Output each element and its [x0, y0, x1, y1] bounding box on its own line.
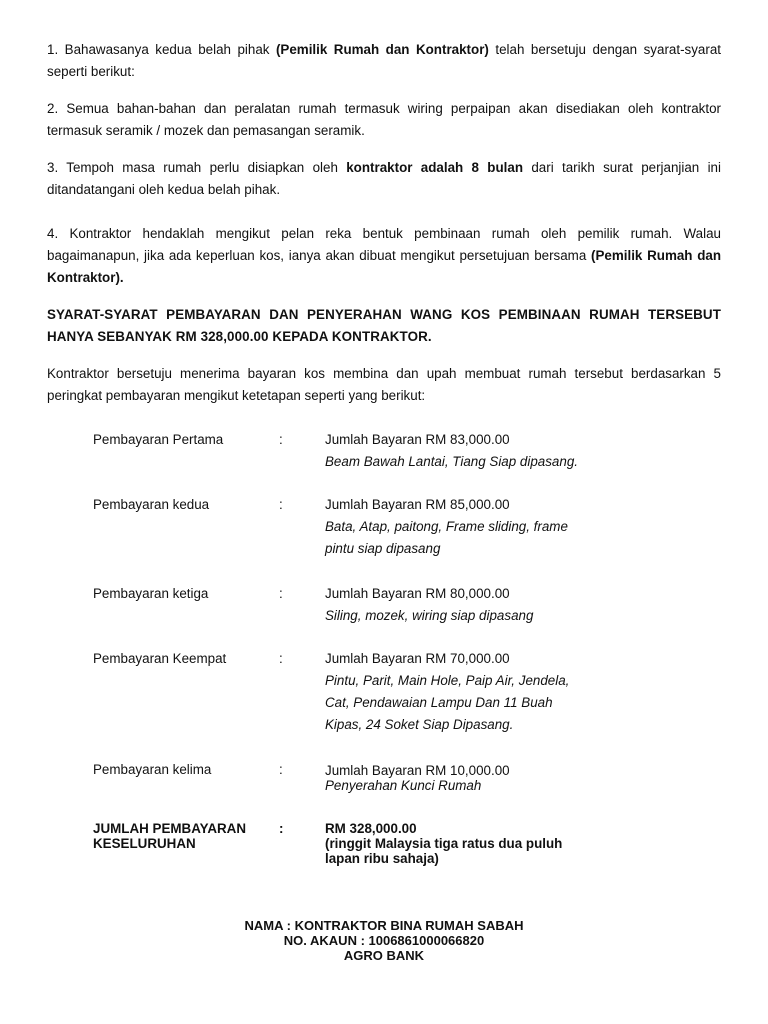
- payment-detail: [325, 648, 595, 736]
- paragraph-4-bold: (Pemilik Rumah dan Kontraktor).: [47, 248, 722, 285]
- total-detail: [325, 821, 595, 866]
- payment-description-line: Pintu, Parit, Main Hole, Paip Air, Jendela,: [325, 673, 570, 688]
- total-label-line: JUMLAH PEMBAYARAN: [93, 821, 247, 836]
- payment-description: Beam Bawah Lantai, Tiang Siap dipasang.: [325, 454, 578, 469]
- payment-label: Pembayaran Keempat: [93, 651, 227, 666]
- total-label-line: KESELURUHAN: [93, 836, 196, 851]
- paragraph-3-text: 3. Tempoh masa rumah perlu disiapkan oleh: [47, 160, 347, 175]
- bank-details: [0, 918, 768, 963]
- payment-label: Pembayaran ketiga: [93, 586, 209, 601]
- payment-amount: Jumlah Bayaran RM 85,000.00: [325, 497, 510, 512]
- payment-label: Pembayaran kedua: [93, 497, 210, 512]
- paragraph-1: [47, 39, 721, 83]
- paragraph-2: 2. Semua bahan-bahan dan peralatan rumah termasuk wiring perpaipan akan disediakan oleh kontraktor termasuk seramik / mozek dan pemasangan seramik.: [47, 101, 721, 138]
- payment-description: Siling, mozek, wiring siap dipasang: [325, 608, 534, 623]
- payment-amount: Jumlah Bayaran RM 83,000.00: [325, 432, 510, 447]
- payment-detail: [325, 763, 595, 793]
- payment-colon: :: [279, 586, 283, 601]
- payment-detail: [325, 494, 595, 560]
- paragraph-4-text: 4. Kontraktor hendaklah mengikut pelan reka bentuk pembinaan rumah oleh pemilik rumah. Walau bagaimanapun, jika ada keperluan kos, ianya akan dibuat mengikut persetujuan bersama: [47, 226, 721, 263]
- payment-label: Pembayaran kelima: [93, 762, 212, 777]
- payment-detail: [325, 429, 595, 473]
- total-amount-in-words-line: lapan ribu sahaja): [325, 851, 439, 866]
- paragraph-3-bold: kontraktor adalah 8 bulan: [346, 160, 524, 175]
- paragraph-4: [47, 223, 721, 289]
- total-amount-in-words-line: (ringgit Malaysia tiga ratus dua puluh: [325, 836, 563, 851]
- payment-colon: :: [279, 651, 283, 666]
- total-amount: RM 328,000.00: [325, 821, 417, 836]
- payment-description-line: Cat, Pendawaian Lampu Dan 11 Buah: [325, 695, 553, 710]
- payment-colon: :: [279, 497, 283, 512]
- paragraph-1-bold: (Pemilik Rumah dan Kontraktor): [275, 42, 489, 57]
- payment-amount: Jumlah Bayaran RM 10,000.00: [325, 763, 510, 778]
- paragraph-1-text: 1. Bahawasanya kedua belah pihak: [47, 42, 276, 57]
- payment-colon: :: [279, 432, 283, 447]
- total-colon: :: [279, 821, 284, 836]
- payment-amount: Jumlah Bayaran RM 80,000.00: [325, 586, 510, 601]
- payment-description-line: Bata, Atap, paitong, Frame sliding, frame: [325, 519, 568, 534]
- total-label: [93, 821, 273, 851]
- paragraph-3-text-end: dari tarikh surat perjanjian ini ditandatangani oleh kedua belah pihak.: [47, 160, 721, 197]
- payment-description: Penyerahan Kunci Rumah: [325, 778, 482, 793]
- account-name: NAMA : KONTRAKTOR BINA RUMAH SABAH: [244, 918, 524, 933]
- payment-label: Pembayaran Pertama: [93, 432, 224, 447]
- account-number: NO. AKAUN : 1006861000066820: [283, 933, 485, 948]
- payment-description-line: pintu siap dipasang: [325, 541, 441, 556]
- paragraph-3: [47, 157, 721, 201]
- payment-colon: :: [279, 762, 283, 777]
- payment-terms-heading: SYARAT-SYARAT PEMBAYARAN DAN PENYERAHAN WANG KOS PEMBINAAN RUMAH TERSEBUT HANYA SEBANYAK RM 328,000.00 KEPADA KONTRAKTOR.: [47, 307, 721, 344]
- paragraph-1-text-end: telah bersetuju dengan syarat-syarat seperti berikut:: [47, 42, 722, 79]
- payment-amount: Jumlah Bayaran RM 70,000.00: [325, 651, 510, 666]
- bank-name: AGRO BANK: [343, 948, 425, 963]
- payment-description-line: Kipas, 24 Soket Siap Dipasang.: [325, 717, 514, 732]
- payment-detail: [325, 583, 595, 627]
- paragraph-5: Kontraktor bersetuju menerima bayaran kos membina dan upah membuat rumah tersebut berdasarkan 5 peringkat pembayaran mengikut ketetapan seperti yang berikut:: [47, 366, 721, 403]
